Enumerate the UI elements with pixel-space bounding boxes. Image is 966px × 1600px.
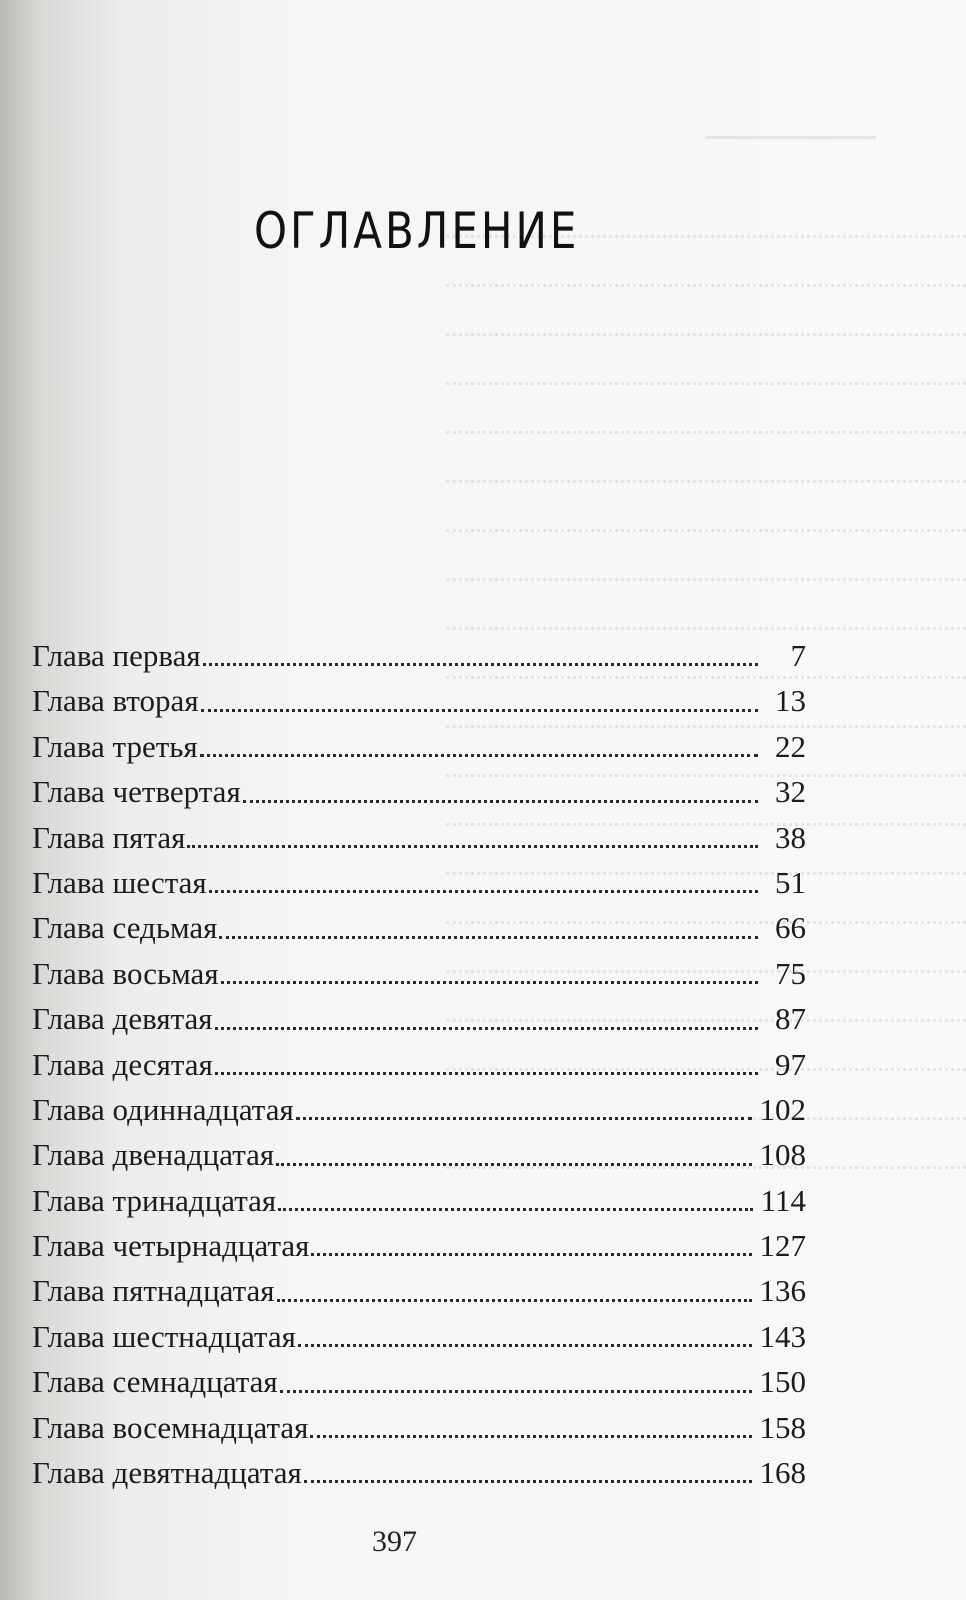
table-of-contents bbox=[32, 633, 806, 1495]
toc-entry-page: 136 bbox=[759, 1273, 806, 1309]
toc-entry-title: Глава первая bbox=[32, 638, 201, 673]
dot-leader bbox=[277, 1299, 752, 1302]
toc-entry-title: Глава одиннадцатая bbox=[32, 1091, 294, 1127]
toc-entry bbox=[32, 678, 806, 723]
dot-leader bbox=[296, 1117, 752, 1120]
toc-entry bbox=[32, 724, 806, 769]
toc-entry bbox=[32, 1178, 806, 1223]
page-title: ОГЛАВЛЕНИЕ bbox=[254, 202, 580, 260]
dot-leader bbox=[304, 1480, 752, 1483]
toc-entry-title: Глава десятая bbox=[32, 1046, 213, 1082]
dot-leader bbox=[215, 1027, 758, 1030]
dot-leader bbox=[200, 754, 758, 757]
toc-entry-page: 158 bbox=[759, 1409, 806, 1445]
toc-entry-page: 75 bbox=[775, 955, 806, 991]
toc-entry-title: Глава шестнадцатая bbox=[32, 1318, 296, 1354]
toc-entry-title: Глава вторая bbox=[32, 683, 199, 719]
toc-entry bbox=[32, 1359, 806, 1404]
toc-entry bbox=[32, 769, 806, 814]
toc-entry-title: Глава семнадцатая bbox=[32, 1364, 278, 1400]
dot-leader bbox=[219, 936, 758, 939]
toc-entry bbox=[32, 996, 806, 1041]
toc-entry bbox=[32, 1087, 806, 1132]
toc-entry-page: 102 bbox=[759, 1091, 806, 1127]
dot-leader bbox=[243, 800, 758, 803]
toc-entry-title: Глава девятая bbox=[32, 1001, 213, 1037]
toc-entry-title: Глава девятнадцатая bbox=[32, 1455, 302, 1491]
toc-entry-page: 114 bbox=[760, 1182, 806, 1218]
toc-entry-page: 150 bbox=[759, 1364, 806, 1400]
toc-entry bbox=[32, 951, 806, 996]
toc-entry-page: 108 bbox=[759, 1137, 806, 1173]
toc-entry bbox=[32, 633, 806, 678]
dot-leader bbox=[215, 1072, 758, 1075]
toc-entry bbox=[32, 1223, 806, 1268]
dot-leader bbox=[280, 1390, 752, 1393]
toc-entry-page: 127 bbox=[759, 1228, 806, 1264]
toc-entry bbox=[32, 1314, 806, 1359]
toc-entry bbox=[32, 1042, 806, 1087]
dot-leader bbox=[276, 1163, 751, 1166]
toc-entry-title: Глава третья bbox=[32, 728, 198, 764]
toc-entry-page: 66 bbox=[775, 910, 806, 946]
dot-leader bbox=[209, 890, 758, 893]
dot-leader bbox=[221, 981, 758, 984]
toc-entry-title: Глава пятнадцатая bbox=[32, 1273, 275, 1309]
toc-entry-title: Глава седьмая bbox=[32, 910, 218, 946]
toc-entry bbox=[32, 860, 806, 905]
toc-entry-page: 7 bbox=[790, 638, 806, 673]
toc-entry-page: 97 bbox=[775, 1046, 806, 1082]
toc-entry-title: Глава тринадцатая bbox=[32, 1182, 277, 1218]
toc-entry-title: Глава пятая bbox=[32, 819, 186, 855]
dot-leader bbox=[298, 1344, 752, 1347]
toc-entry-page: 38 bbox=[775, 819, 806, 855]
toc-entry-page: 168 bbox=[759, 1455, 806, 1491]
dot-leader bbox=[201, 709, 758, 712]
toc-entry bbox=[32, 815, 806, 860]
dot-leader bbox=[203, 663, 758, 666]
toc-entry-page: 22 bbox=[775, 728, 806, 764]
toc-entry bbox=[32, 1405, 806, 1450]
toc-entry bbox=[32, 1132, 806, 1177]
toc-entry bbox=[32, 905, 806, 950]
toc-entry-title: Глава восемнадцатая bbox=[32, 1409, 309, 1445]
toc-entry-page: 87 bbox=[775, 1001, 806, 1037]
toc-entry bbox=[32, 1268, 806, 1313]
toc-entry-title: Глава двенадцатая bbox=[32, 1137, 275, 1173]
dot-leader bbox=[311, 1253, 751, 1256]
toc-entry-page: 32 bbox=[775, 774, 806, 810]
dot-leader bbox=[187, 845, 758, 848]
dot-leader bbox=[278, 1208, 752, 1211]
toc-entry-title: Глава шестая bbox=[32, 864, 207, 900]
toc-entry-page: 51 bbox=[775, 864, 806, 900]
toc-entry-page: 13 bbox=[775, 683, 806, 719]
toc-entry-title: Глава четвертая bbox=[32, 774, 241, 810]
toc-entry-page: 143 bbox=[759, 1318, 806, 1354]
toc-entry-title: Глава восьмая bbox=[32, 955, 219, 991]
dot-leader bbox=[310, 1435, 751, 1438]
toc-entry-title: Глава четырнадцатая bbox=[32, 1228, 310, 1264]
toc-entry bbox=[32, 1450, 806, 1495]
page-number: 397 bbox=[372, 1525, 417, 1558]
